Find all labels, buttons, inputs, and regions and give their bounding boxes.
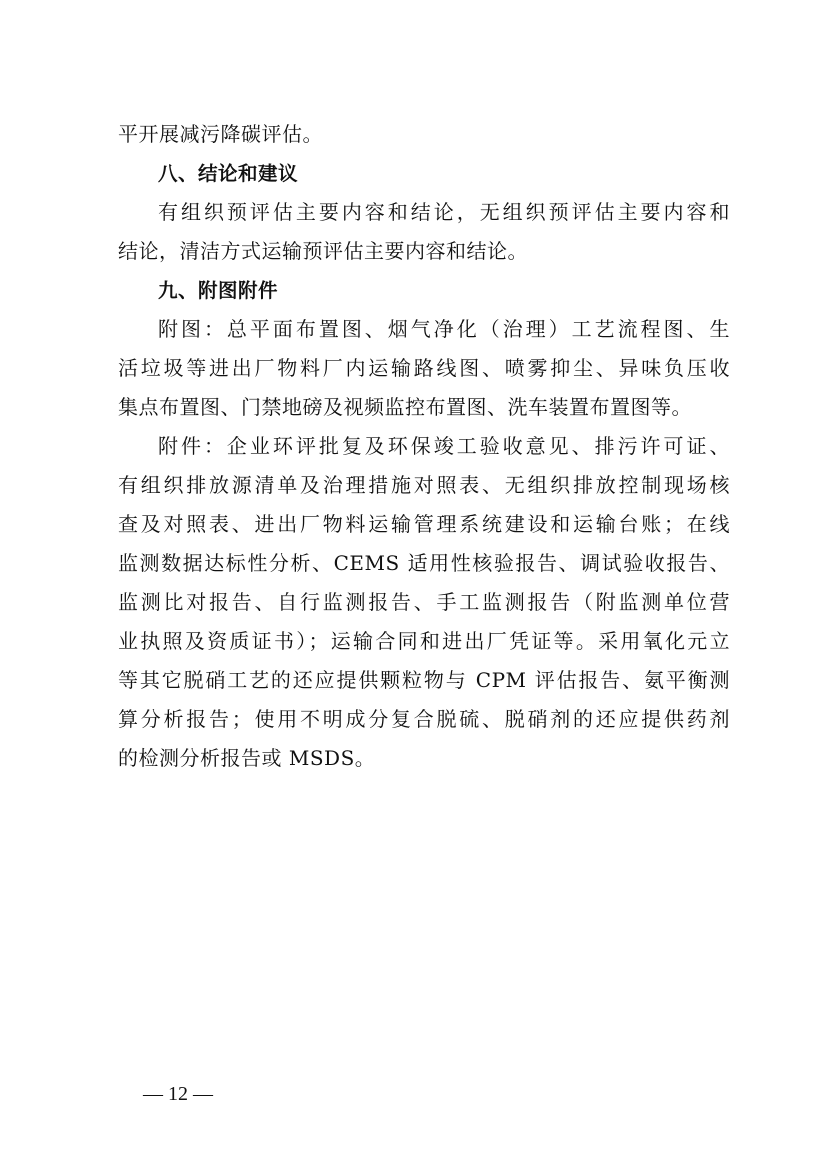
section-heading-9: 九、附图附件: [158, 279, 279, 302]
paragraph-line: 的检测分析报告或 MSDS。: [118, 746, 376, 770]
paragraph-line: 等其它脱硝工艺的还应提供颗粒物与 CPM 评估报告、氨平衡测: [118, 668, 730, 692]
paragraph-line: 有组织排放源清单及治理措施对照表、无组织排放控制现场核: [118, 473, 730, 497]
page-number: — 12 —: [143, 1083, 213, 1105]
paragraph-line: 有组织预评估主要内容和结论，无组织预评估主要内容和: [158, 200, 730, 224]
paragraph-line: 监测比对报告、自行监测报告、手工监测报告（附监测单位营: [118, 590, 730, 614]
paragraph-line: 算分析报告；使用不明成分复合脱硫、脱硝剂的还应提供药剂: [118, 707, 730, 731]
paragraph-line: 业执照及资质证书）；运输合同和进出厂凭证等。采用氧化元立: [118, 629, 730, 653]
section-heading-8: 八、结论和建议: [158, 162, 299, 185]
paragraph-line: 平开展减污降碳评估。: [118, 122, 323, 146]
paragraph-line: 集点布置图、门禁地磅及视频监控布置图、洗车装置布置图等。: [118, 395, 692, 419]
paragraph-line: 查及对照表、进出厂物料运输管理系统建设和运输台账；在线: [118, 512, 730, 536]
paragraph-line: 监测数据达标性分析、CEMS 适用性核验报告、调试验收报告、: [118, 551, 730, 575]
paragraph-line: 附图：总平面布置图、烟气净化（治理）工艺流程图、生: [158, 317, 730, 341]
document-body: [118, 115, 730, 778]
paragraph-line: 活垃圾等进出厂物料厂内运输路线图、喷雾抑尘、异味负压收: [118, 356, 730, 380]
paragraph-line: 附件：企业环评批复及环保竣工验收意见、排污许可证、: [158, 434, 730, 458]
paragraph-line: 结论，清洁方式运输预评估主要内容和结论。: [118, 239, 528, 263]
